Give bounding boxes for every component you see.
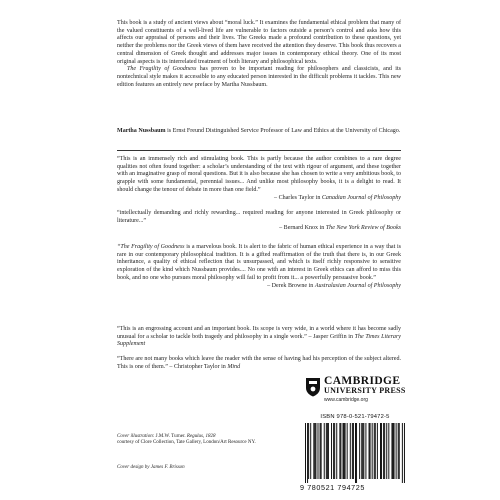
barcode-bar [363, 423, 364, 479]
review-text: “This is an immensely rich and stimulating book. This is partly because the author combines to a rare degree qualities not often found together: a scholar’s understanding of the text with rigour of argument, and these together with an imaginative grasp of moral questions. But it is also because she has chosen to write a very ambitious book, to grapple with some fundamental, perennial issues... And unlike most philosophy books, it is a delight to read. It should change the tenour of debate in more than one field.” [117, 156, 401, 193]
author-bio-text: is Ernst Freund Distinguished Service Professor of Law and Ethics at the University of Chicago. [165, 128, 401, 134]
barcode-bar [370, 423, 371, 479]
barcode-bar [344, 423, 345, 479]
review-quote [117, 244, 401, 290]
barcode-bar [328, 423, 329, 479]
isbn-barcode [305, 423, 405, 483]
review-text: “This is an engrossing account and an important book. Its scope is very wide, in a world where it has become sadly unusual for a scholar to tackle both tragedy and philosophy in a single work.” – Jasper Griffin in The Times Literary Supplement [117, 326, 401, 348]
barcode-bar [386, 423, 387, 479]
barcode-bar [388, 423, 389, 479]
barcode-bar [324, 423, 325, 479]
barcode-bar [398, 423, 399, 479]
review-text: “There are not many books which leave the reader with the sense of having had his perception of the subject altered. This is one of them.” – Christopher Taylor in Mind [117, 356, 401, 370]
description-paragraph-2 [117, 66, 401, 89]
barcode-bar [315, 423, 316, 479]
barcode-bar [347, 423, 348, 479]
barcode-bar [399, 423, 400, 479]
barcode-bar [372, 423, 373, 479]
review-attribution: – Bernard Knox in The New York Review of Books [279, 225, 401, 232]
barcode-bar [374, 423, 375, 479]
divider [117, 150, 401, 151]
barcode-bar [307, 423, 308, 483]
barcode-bar [345, 423, 346, 479]
barcode-bar [362, 423, 363, 479]
barcode-bar [369, 423, 370, 479]
barcode-bar [375, 423, 376, 479]
book-title: The Fragility of Goodness [127, 66, 197, 73]
barcode-bar [352, 423, 353, 479]
barcode-bar [308, 423, 309, 479]
publisher-subtitle: UNIVERSITY PRESS [324, 386, 406, 395]
review-text: “intellectually demanding and richly rewarding... required reading for anyone interested in Greek philosophy or literature...” [117, 210, 401, 224]
barcode-bar [365, 423, 366, 479]
publisher-name: CAMBRIDGE [324, 375, 401, 387]
barcode-bar [318, 423, 319, 479]
barcode-bar [326, 423, 327, 479]
author-name: Martha Nussbaum [117, 128, 166, 134]
barcode-bar [343, 423, 344, 479]
barcode-bar [334, 423, 335, 479]
barcode-bar [383, 423, 384, 479]
barcode-bar [310, 423, 311, 479]
review-attribution: – Derek Browne in Australasian Journal of Philosophy [267, 282, 401, 289]
barcode-bar [340, 423, 341, 479]
barcode-bar [320, 423, 321, 479]
publisher-url: www.cambridge.org [324, 397, 368, 403]
barcode-bar [394, 423, 395, 479]
barcode-bar [380, 423, 381, 479]
barcode-bar [339, 423, 340, 479]
review-quote [117, 326, 401, 349]
barcode-bar [305, 423, 306, 483]
barcode-bar [381, 423, 382, 479]
barcode-bar [333, 423, 334, 479]
barcode-bar [350, 423, 351, 479]
isbn-label: ISBN 978-0-521-79472-5 [320, 414, 390, 420]
review-quote [117, 210, 401, 233]
barcode-bar [356, 423, 357, 483]
barcode-bar [314, 423, 315, 479]
barcode-bar [313, 423, 314, 479]
review-quote [117, 356, 401, 371]
barcode-bar [355, 423, 356, 483]
barcode-bar [402, 423, 403, 483]
description-paragraph: This book is a study of ancient views about “moral luck.” It examines the fundamental ethical problem that many of the valued constituents of a well-lived life are vulnerable to factors outside a person’s control and asks how this affects our appraisal of persons and their lives. The Greeks made a profound contribution to these questions, yet neither the problems nor the Greek views of them have received the attention they deserve. This book thus recovers a central dimension of Greek thought and addresses major issues in contemporary ethical theory. One of its most original aspects is its interrelated treatment of both literary and philosophical texts. [117, 20, 401, 65]
barcode-bar [321, 423, 322, 479]
barcode-digits: 9 780521 794725 [300, 483, 365, 492]
barcode-bar [377, 423, 378, 479]
description-text: has proven to be important reading for philosophers and classicists, and its nontechnical style makes it accessible to any educated person interested in the difficult problems it tackles. This new edition features an entirely new preface by Martha Nussbaum. [117, 66, 401, 88]
barcode-bar [384, 423, 385, 479]
barcode-bar [391, 423, 392, 479]
barcode-bar [331, 423, 332, 479]
barcode-bar [361, 423, 362, 479]
cover-design-credit: Cover design by James F. Brisson [117, 465, 185, 470]
barcode-bar [393, 423, 394, 479]
cambridge-shield-icon [305, 377, 321, 397]
barcode-bar [404, 423, 405, 483]
review-quote [117, 156, 401, 202]
cover-illustration-credit: Cover illustration: J.M.W. Turner. Regulus, 1828 courtesy of Clore Collection, Tate Gallery, London/Art Resource NY. [117, 434, 256, 446]
barcode-bar [359, 423, 360, 479]
review-attribution: – Charles Taylor in Canadian Journal of Philosophy [274, 194, 401, 201]
barcode-bar [353, 423, 354, 479]
barcode-bar [336, 423, 337, 479]
barcode-bar [327, 423, 328, 479]
description-block [117, 20, 401, 89]
author-bio [117, 128, 401, 136]
barcode-bar [396, 423, 397, 479]
review-text: “The Fragility of Goodness is a marvelous book. It is alert to the fabric of human ethical experience in a way that is rare in our contemporary philosophical tradition. It is a gifted reaffirmation of the truth that there is, in our Greek inheritance, a quality of ethical reflection that is unsurpassed, and which is itself richly responsive to sensitive exploration of the kind which Nussbaum provides.... No one with an interest in Greek ethics can afford to miss this book, and no one who pursues moral philosophy will fail to profit from it... a powerfully persuasive book.” [117, 244, 401, 281]
